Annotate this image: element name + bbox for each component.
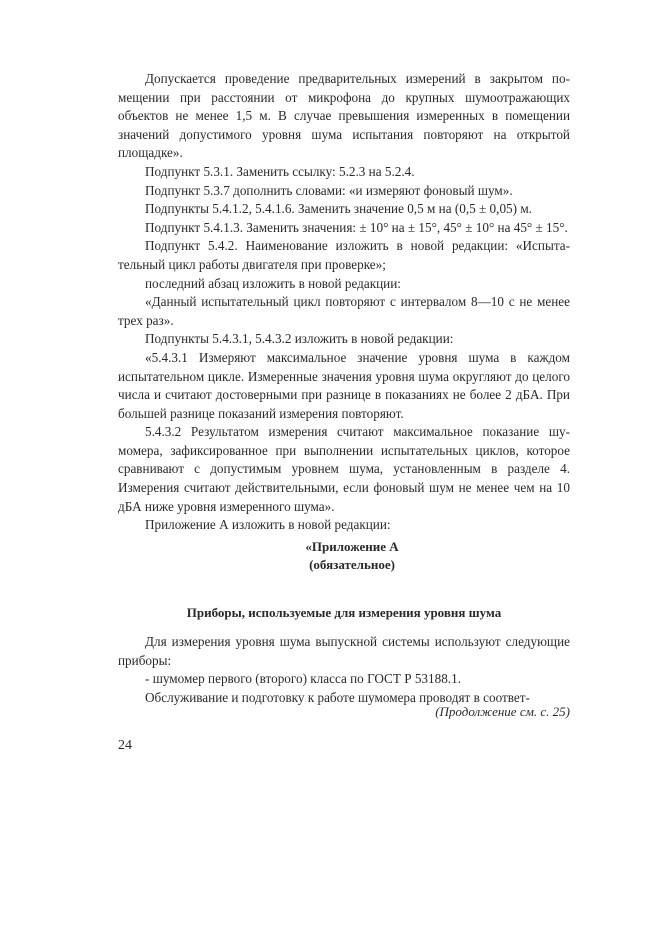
paragraph: 5.4.3.2 Результатом измерения считают максимальное показание шумомера, зафиксированное при выполнении испытательных циклов, которое сравнивают с допустимым уровнем шума, установленным в разделе 4. Измерения считают действительными, если фоновый шум не менее чем на 10 дБА ниже уровня измеренного шума». — [118, 424, 570, 514]
appendix-text-block — [118, 633, 570, 707]
appendix-title: Приборы, используемые для измерения уровня шума — [186, 605, 502, 620]
amendment-text-block — [118, 70, 570, 535]
paragraph: Для измерения уровня шума выпускной системы используют следующие приборы: — [118, 634, 570, 668]
paragraph: «5.4.3.1 Измеряют максимальное значение уровня шума в каждом испытательном цикле. Измеренные значения уровня шума округляют до целого числа и считают достоверными при разнице в показаниях не более 2 дБА. При большей разнице показаний измерения повторяют. — [118, 349, 570, 421]
paragraph: Подпункт 5.3.7 дополнить словами: «и измеряют фоновый шум». — [145, 182, 513, 198]
paragraph: «Данный испытательный цикл повторяют с интервалом 8—10 с не менее трех раз». — [118, 294, 570, 328]
paragraph: последний абзац изложить в новой редакции: — [145, 275, 401, 291]
paragraph: Подпункт 5.4.1.3. Заменить значения: ± 10° на ± 15°, 45° ± 10° на 45° ± 15°. — [145, 219, 568, 235]
paragraph: Обслуживание и подготовку к работе шумомера проводят в соответ- — [145, 689, 530, 705]
paragraph: Подпункты 5.4.3.1, 5.4.3.2 изложить в новой редакции: — [145, 331, 454, 347]
paragraph: Подпункт 5.4.2. Наименование изложить в новой редакции: «Испытательный цикл работы двигателя при проверке»; — [118, 238, 570, 272]
continuation-note: (Продолжение см. с. 25) — [435, 704, 570, 719]
paragraph: Подпункт 5.3.1. Заменить ссылку: 5.2.3 на 5.2.4. — [145, 163, 415, 179]
appendix-status: (обязательное) — [309, 557, 395, 572]
page-number: 24 — [118, 738, 132, 753]
paragraph: - шумомер первого (второго) класса по ГОСТ Р 53188.1. — [145, 671, 461, 687]
paragraph: Приложение А изложить в новой редакции: — [145, 517, 391, 533]
appendix-heading: «Приложение А — [305, 539, 399, 554]
paragraph: Подпункты 5.4.1.2, 5.4.1.6. Заменить значение 0,5 м на (0,5 ± 0,05) м. — [145, 201, 532, 217]
paragraph: Допускается проведение предварительных измерений в закрытом помещении при расстоянии от микрофона до крупных шумоотражающих объектов не менее 1,5 м. В случае превышения измеренных в помещении значений допустимого уровня шума испытания повторяют на открытой площадке». — [118, 71, 570, 161]
